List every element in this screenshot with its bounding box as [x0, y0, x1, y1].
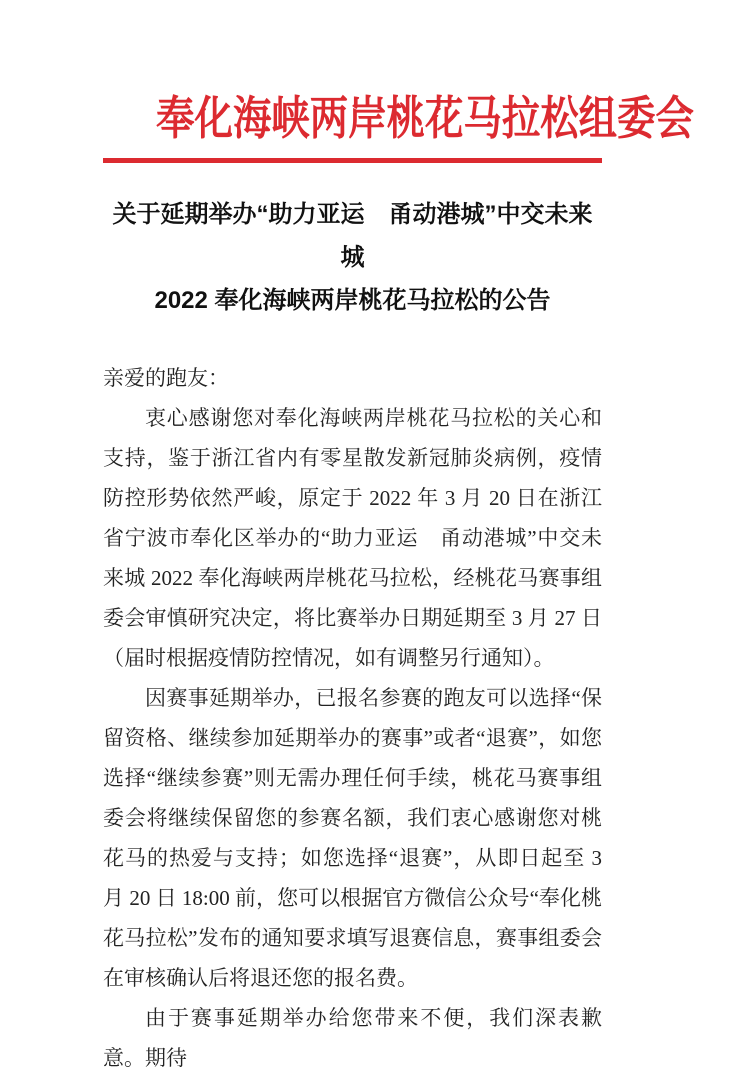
- salutation: 亲爱的跑友：: [103, 366, 229, 390]
- letterhead-divider: [103, 158, 602, 163]
- letterhead: [103, 90, 694, 148]
- announcement-title: [103, 193, 602, 322]
- body-paragraph: 因赛事延期举办，已报名参赛的跑友可以选择“保留资格、继续参加延期举办的赛事”或者“退赛”，如您选择“继续参赛”则无需办理任何手续，桃花马赛事组委会将继续保留您的参赛名额，我们衷心感谢您对桃花马的热爱与支持；如您选择“退赛”，从即日起至 3 月 20 日 18:00 前，您可以根据官方微信公众号“奉化桃花马拉松”发布的通知要求填写退赛信息，赛事组委会在审核确认后将退还您的报名费。: [103, 686, 602, 990]
- body-paragraph: 衷心感谢您对奉化海峡两岸桃花马拉松的关心和支持，鉴于浙江省内有零星散发新冠肺炎病例，疫情防控形势依然严峻，原定于 2022 年 3 月 20 日在浙江省宁波市奉化区举办的“助力亚运 甬动港城”中交未来城 2022 奉化海峡两岸桃花马拉松，经桃花马赛事组委会审慎研究决定，将比赛举办日期延期至 3 月 27 日（届时根据疫情防控情况，如有调整另行通知）。: [103, 406, 602, 670]
- announcement-body: [103, 358, 602, 1078]
- body-paragraph: 由于赛事延期举办给您带来不便，我们深表歉意。期待: [103, 1006, 602, 1070]
- announcement-title-line1: 关于延期举办“助力亚运 甬动港城”中交未来城: [112, 201, 593, 271]
- document-content: [103, 90, 694, 1078]
- letterhead-organization-name: 奉化海峡两岸桃花马拉松组委会: [156, 92, 694, 144]
- announcement-title-line2: 2022 奉化海峡两岸桃花马拉松的公告: [154, 287, 551, 314]
